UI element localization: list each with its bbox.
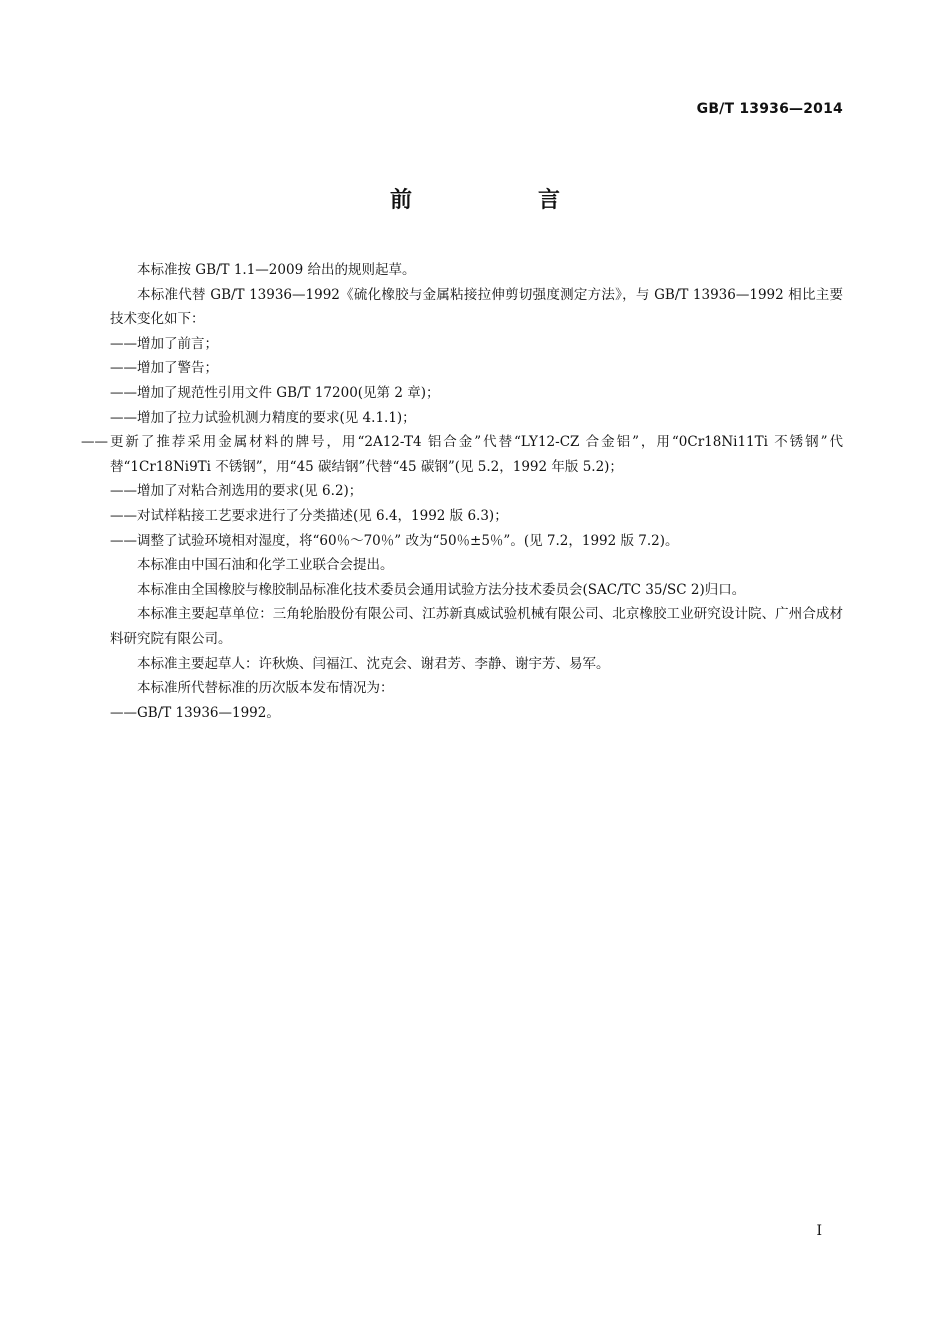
change-item: ——增加了警告； [110,360,218,377]
change-item: ——调整了试验环境相对湿度，将“60％～70％” 改为“50％±5％”。(见 7.2，1992 版 7.2)。 [110,532,679,549]
paragraph-replacement: 本标准代替 GB/T 13936—1992《硫化橡胶与金属粘接拉伸剪切强度测定方法》，与 GB/T 13936—1992 相比主要技术变化如下： [110,286,843,328]
paragraph-drafting-rule: 本标准按 GB/T 1.1—2009 给出的规则起草。 [137,262,416,278]
change-item: ——增加了规范性引用文件 GB/T 17200(见第 2 章)； [110,384,440,401]
paragraph-drafting-units: 本标准主要起草单位：三角轮胎股份有限公司、江苏新真威试验机械有限公司、北京橡胶工业研究设计院、广州合成材料研究院有限公司。 [110,606,843,647]
change-item: ——增加了前言； [110,335,218,352]
change-item: ——增加了拉力试验机测力精度的要求(见 4.1.1)； [110,409,416,426]
foreword-body [81,258,843,725]
paragraph-committee: 本标准由全国橡胶与橡胶制品标准化技术委员会通用试验方法分技术委员会(SAC/TC 35/SC 2)归口。 [137,581,746,598]
page-title: 前 言 [389,188,612,213]
page-number: I [816,1223,822,1239]
change-item: ——对试样粘接工艺要求进行了分类描述(见 6.4，1992 版 6.3)； [110,507,508,524]
change-item: ——更新了推荐采用金属材料的牌号，用“2A12-T4 铝合金”代替“LY12-CZ 合金铝”，用“0Cr18Ni11Ti 不锈钢”代替“1Cr18Ni9Ti 不锈钢”，用“45 碳结钢”代替“45 碳钢”(见 5.2，1992 年版 5.2)； [81,434,843,475]
paragraph-history: 本标准所代替标准的历次版本发布情况为： [137,680,394,697]
paragraph-proposer: 本标准由中国石油和化学工业联合会提出。 [137,557,394,574]
paragraph-drafters: 本标准主要起草人：许秋焕、闫福江、沈克会、谢君芳、李静、谢宇芳、易军。 [137,655,610,672]
change-item: ——增加了对粘合剂选用的要求(见 6.2)； [110,483,363,500]
standard-code: GB/T 13936—2014 [696,101,843,117]
history-item: ——GB/T 13936—1992。 [110,704,280,721]
